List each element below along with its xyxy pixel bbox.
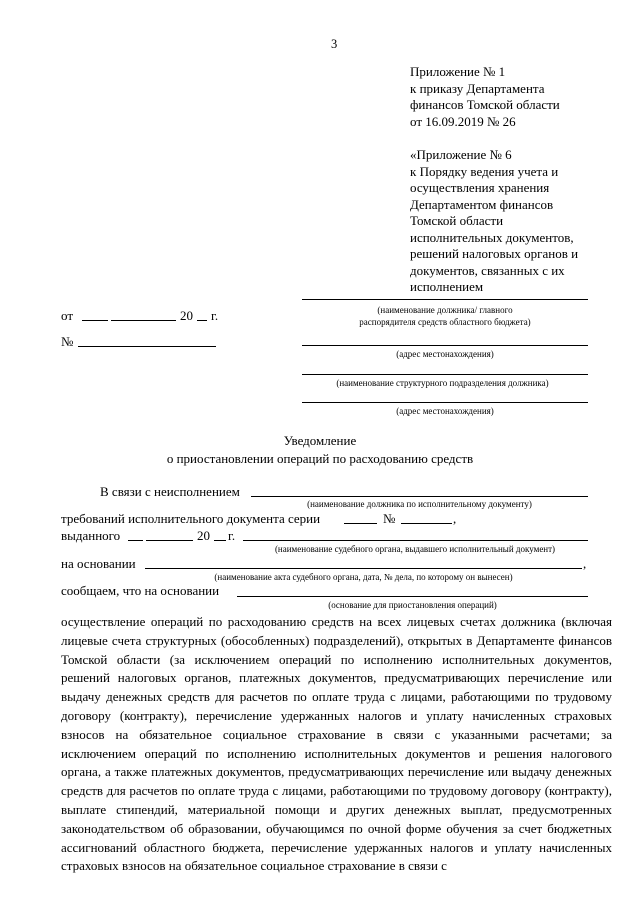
issue-month-line[interactable] bbox=[146, 540, 193, 541]
debtor-name-line[interactable] bbox=[251, 496, 588, 497]
debtor-position-caption: (наименование должника/ главного распорядителя средств областного бюджета) bbox=[359, 305, 531, 327]
appendix6-line: документов, связанных с их bbox=[410, 262, 565, 278]
notice-title: Уведомление bbox=[283, 433, 357, 448]
suspension-basis-line[interactable] bbox=[237, 596, 588, 597]
form-line3-suffix: г. bbox=[228, 528, 236, 543]
appendix1-line: финансов Томской области bbox=[410, 97, 560, 112]
appendix1-line: к приказу Департамента bbox=[410, 80, 545, 96]
page-number: 3 bbox=[331, 37, 338, 51]
form-line2-number-sign: № bbox=[383, 511, 396, 526]
structural-unit-caption: (наименование структурного подразделения должника) bbox=[336, 378, 549, 388]
form-line4-label: на основании bbox=[61, 556, 136, 571]
form-line3-label: выданного bbox=[61, 528, 121, 543]
form-line1-label: В связи с неисполнением bbox=[100, 484, 240, 499]
number-line[interactable] bbox=[78, 346, 216, 347]
form-line3-year: 20 bbox=[197, 528, 210, 543]
appendix6-line: решений налоговых органов и bbox=[410, 246, 579, 261]
debtor-name-caption: (наименование должника по исполнительному документу) bbox=[307, 499, 532, 509]
address1-line bbox=[302, 345, 588, 346]
court-name-line[interactable] bbox=[243, 540, 588, 541]
appendix1-line: от 16.09.2019 № 26 bbox=[410, 113, 516, 129]
suspension-basis-caption: (основание для приостановления операций) bbox=[328, 600, 497, 610]
appendix6-block bbox=[410, 147, 578, 296]
appendix6-line: исполнением bbox=[410, 279, 484, 294]
form-line2-comma: , bbox=[453, 511, 457, 526]
structural-unit-line bbox=[302, 374, 588, 375]
appendix6-line: «Приложение № 6 bbox=[410, 147, 512, 162]
issue-year-line[interactable] bbox=[214, 540, 226, 541]
date-prefix: от bbox=[61, 308, 74, 323]
issue-day-line[interactable] bbox=[128, 540, 143, 541]
form-line2-label: требований исполнительного документа серии bbox=[61, 511, 321, 526]
appendix1-block bbox=[410, 64, 560, 130]
appendix6-line: к Порядку ведения учета и bbox=[410, 163, 559, 179]
date-year-line[interactable] bbox=[197, 320, 207, 321]
date-suffix: г. bbox=[211, 308, 219, 323]
body-paragraph: осуществление операций по расходованию средств на всех лицевых счетах должника (включая лицевые счета структурных (обособленных) подразделений), открытых в Департаменте финансов Томской области (за исключением операций по исполнению исполнительных документов, решений налоговых органов, платежных документов, предусматривающих перечисление или выдачу денежных средств для расчетов по оплате труда с лицами, работающими по трудовому договору (контракту), перечисление удержанных налогов и уплату начисленных страховых взносов на обязательное социальное страхование в связи с указанными расчетами; за исключением операций по исполнению исполнительных документов и решения налогового органа, а также платежных документов, предусматривающих перечисление или выдачу денежных средств для расчетов по оплате труда с лицами, работающими по трудовому договору (контракту), выплате стипендий, материальной помощи и других денежных выплат, предусмотренных законодательством об образовании, обучающимся по очной форме обучения за счет бюджетных ассигнований областного бюджета, перечисление удержанных налогов и уплату начисленных страховых взносов на обязательное социальное страхование в связи с bbox=[61, 614, 612, 874]
form-line5-label: сообщаем, что на основании bbox=[61, 583, 220, 598]
form-line4-comma: , bbox=[583, 556, 587, 571]
date-month-line[interactable] bbox=[111, 320, 176, 321]
address2-line bbox=[302, 402, 588, 403]
act-name-caption: (наименование акта судебного органа, дата, № дела, по которому он вынесен) bbox=[214, 572, 513, 582]
act-name-line[interactable] bbox=[145, 568, 582, 569]
date-day-line[interactable] bbox=[82, 320, 108, 321]
number-prefix: № bbox=[61, 334, 74, 349]
appendix6-line: Департаментом финансов bbox=[410, 196, 554, 212]
series-line[interactable] bbox=[344, 523, 377, 524]
appendix6-line: осуществления хранения bbox=[410, 180, 550, 195]
date-year: 20 bbox=[180, 308, 193, 323]
appendix1-line: Приложение № 1 bbox=[410, 64, 506, 79]
document-number-line[interactable] bbox=[401, 523, 452, 524]
appendix6-line: исполнительных документов, bbox=[410, 229, 574, 245]
court-name-caption: (наименование судебного органа, выдавшего исполнительный документ) bbox=[274, 544, 556, 554]
appendix6-line: Томской области bbox=[410, 213, 504, 228]
debtor-position-line bbox=[302, 299, 588, 300]
address1-caption: (адрес местонахождения) bbox=[396, 349, 494, 359]
notice-subtitle: о приостановлении операций по расходованию средств bbox=[166, 451, 474, 466]
address2-caption: (адрес местонахождения) bbox=[396, 406, 494, 416]
